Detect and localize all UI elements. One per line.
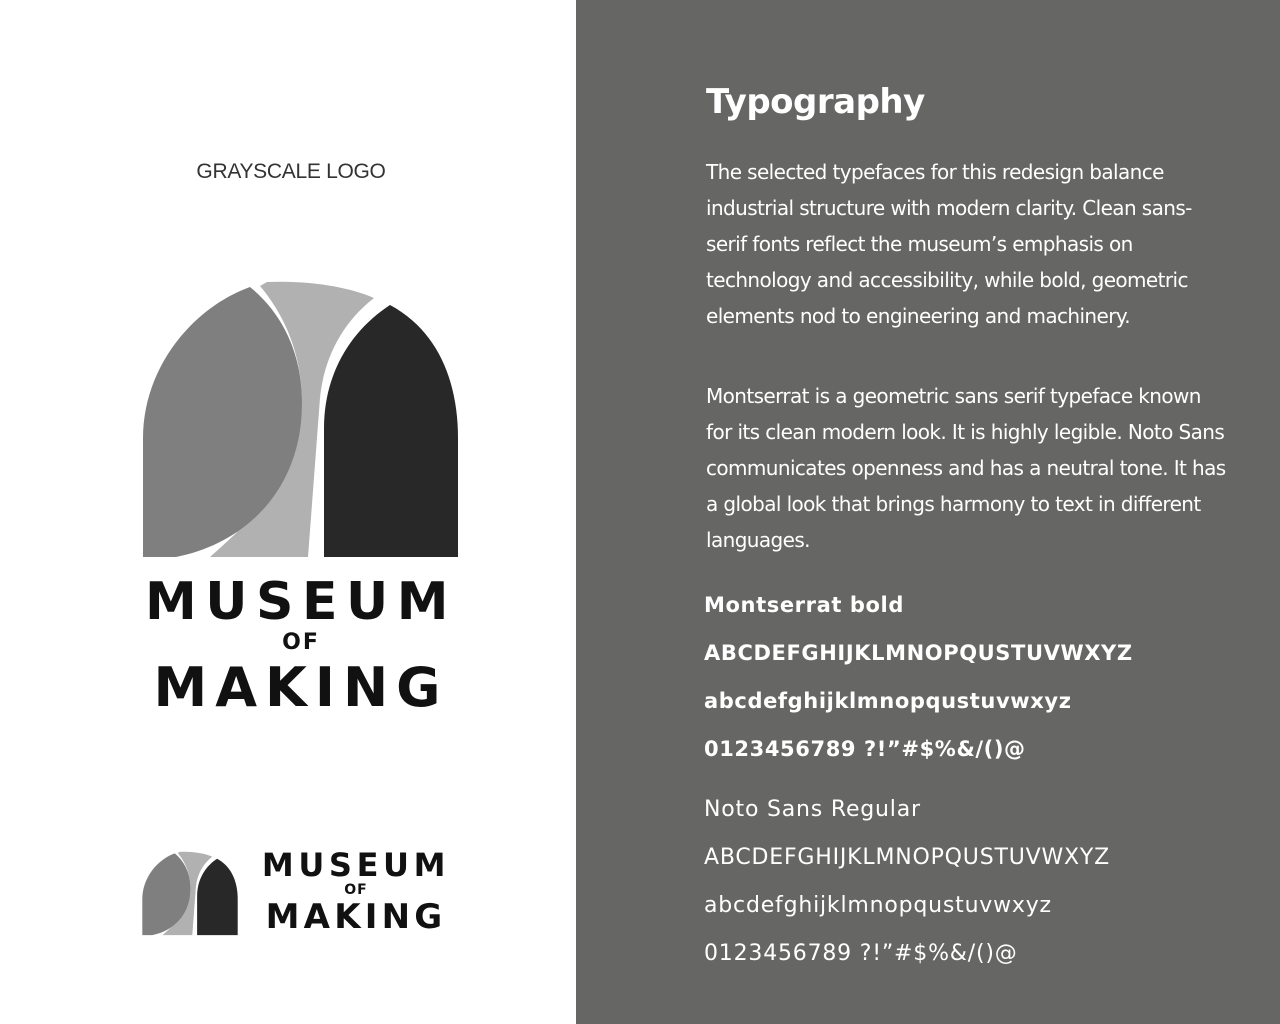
typography-paragraph-1: The selected typefaces for this redesign balance industrial structure with modern clarity. Clean sans-serif fonts reflect the museum’s emphasis on technology and accessibility, while bold, geometric elements nod to engineering and machinery. (706, 160, 1192, 328)
wordmark-small-museum: MUSEUM (261, 846, 451, 884)
specimen-1-lowercase: abcdefghijklmnopqustuvwxyz (704, 689, 1072, 713)
logo-dark-shape (197, 859, 238, 935)
specimen-2-uppercase: ABCDEFGHIJKLMNOPQUSTUVWXYZ (704, 845, 1110, 870)
specimen-2-name: Noto Sans Regular (704, 797, 921, 822)
logo-dark-shape (324, 305, 458, 557)
typography-panel (576, 0, 1280, 1024)
typography-paragraph-2: Montserrat is a geometric sans serif typeface known for its clean modern look. It is highly legible. Noto Sans communicates openness and has a neutral tone. It has a global look that brings harmony to text in different languages. (706, 384, 1226, 552)
specimen-1-numerals: 0123456789 ?!”#$%&/()@ (704, 737, 1026, 761)
specimen-2-numerals: 0123456789 ?!”#$%&/()@ (704, 941, 1018, 966)
logo-panel (0, 0, 576, 1024)
wordmark-small-of: OF (344, 882, 368, 898)
specimen-1-uppercase: ABCDEFGHIJKLMNOPQUSTUVWXYZ (704, 641, 1133, 665)
wordmark-museum: MUSEUM (145, 572, 457, 632)
wordmark-making: MAKING (153, 656, 449, 719)
typography-title: Typography (706, 82, 925, 122)
specimen-2-lowercase: abcdefghijklmnopqustuvwxyz (704, 893, 1052, 918)
logo-caption: GRAYSCALE LOGO (196, 160, 386, 183)
specimen-1-name: Montserrat bold (704, 593, 904, 617)
arch-logo-mark-small (142, 850, 238, 936)
wordmark-small-making: MAKING (265, 897, 447, 937)
wordmark-of: OF (282, 630, 320, 655)
arch-logo-mark (142, 278, 459, 558)
